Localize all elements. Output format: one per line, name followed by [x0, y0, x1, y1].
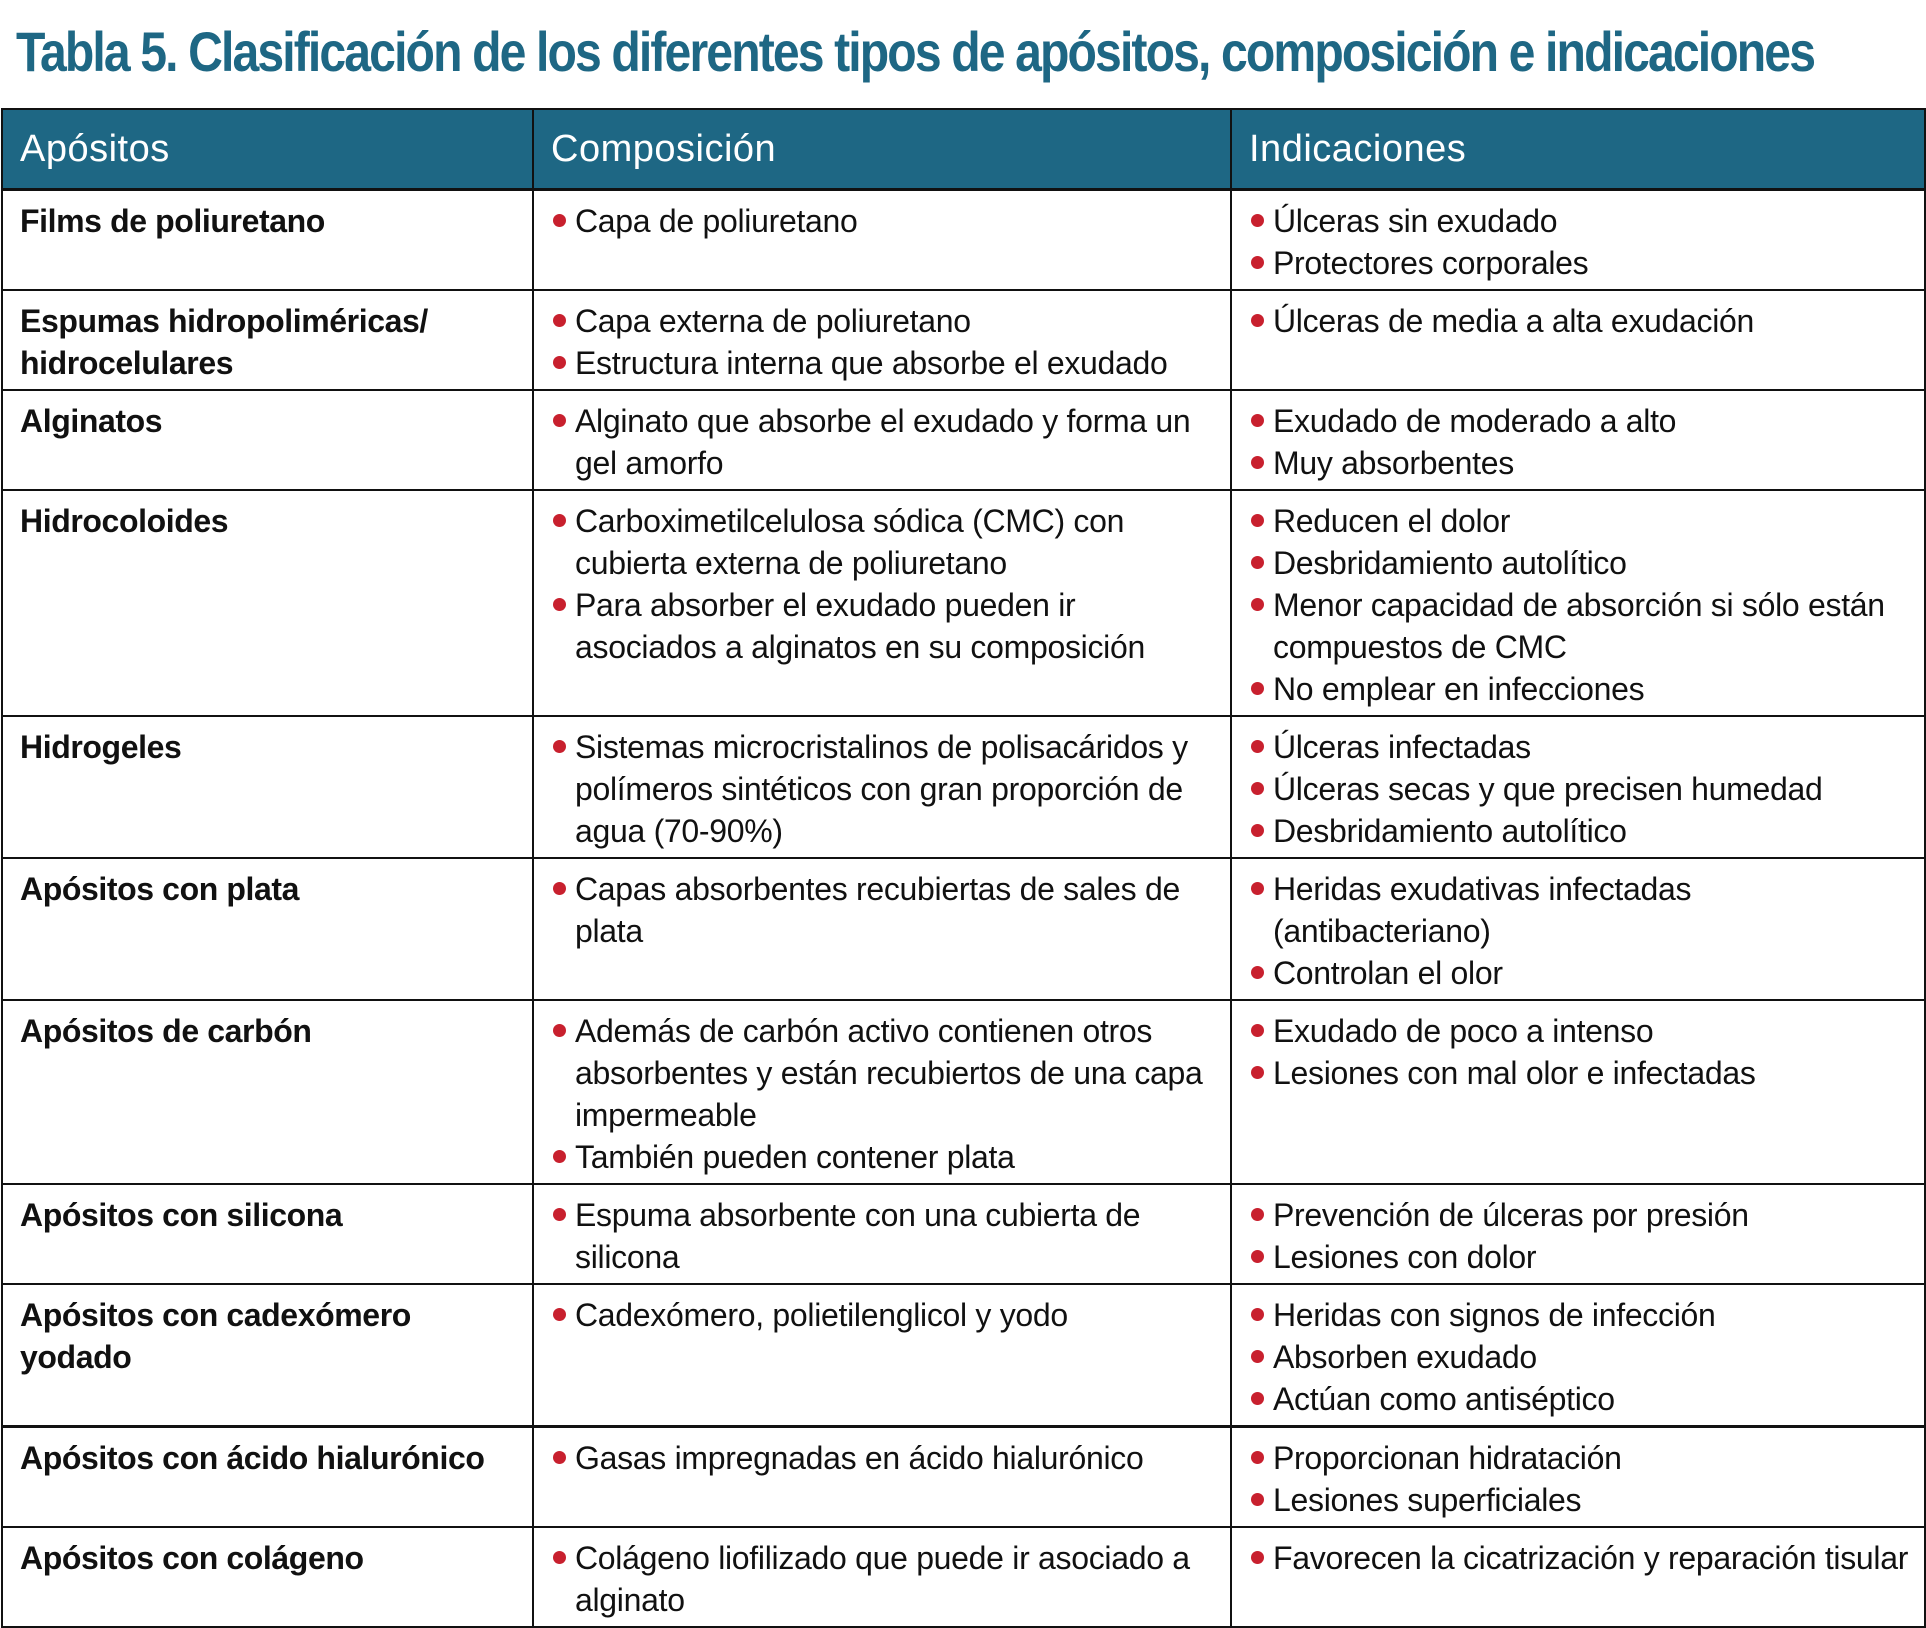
composition-cell — [533, 390, 1231, 490]
table-row — [2, 1000, 1925, 1184]
composition-cell — [533, 1000, 1231, 1184]
dressing-name-cell: Apósitos con plata — [2, 858, 533, 1000]
indications-cell — [1231, 1284, 1925, 1427]
table-row — [2, 490, 1925, 716]
indication-item: Desbridamiento autolítico — [1249, 542, 1914, 584]
table-row — [2, 1427, 1925, 1528]
dressing-name-cell: Apósitos con ácido hialurónico — [2, 1427, 533, 1528]
dressing-name-cell: Hidrocoloides — [2, 490, 533, 716]
table-row — [2, 1184, 1925, 1284]
composition-item: Capas absorbentes recubiertas de sales de plata — [551, 868, 1220, 952]
indication-item: Menor capacidad de absorción si sólo están compuestos de CMC — [1249, 584, 1914, 668]
indication-item: Lesiones con mal olor e infectadas — [1249, 1052, 1914, 1094]
table-row — [2, 290, 1925, 390]
composition-item: Sistemas microcristalinos de polisacáridos y polímeros sintéticos con gran proporción de agua (70-90%) — [551, 726, 1220, 852]
composition-cell — [533, 1184, 1231, 1284]
dressings-table — [1, 108, 1926, 1628]
column-header-indications: Indicaciones — [1231, 109, 1925, 190]
header-row — [2, 109, 1925, 190]
composition-item: Espuma absorbente con una cubierta de silicona — [551, 1194, 1220, 1278]
indication-item: Reducen el dolor — [1249, 500, 1914, 542]
indications-cell — [1231, 190, 1925, 291]
composition-item: Colágeno liofilizado que puede ir asociado a alginato — [551, 1537, 1220, 1621]
indication-item: Lesiones superficiales — [1249, 1479, 1914, 1521]
composition-item: Estructura interna que absorbe el exudado — [551, 342, 1220, 384]
table-row — [2, 390, 1925, 490]
indications-cell — [1231, 716, 1925, 858]
indication-item: Úlceras de media a alta exudación — [1249, 300, 1914, 342]
composition-item: También pueden contener plata — [551, 1136, 1220, 1178]
indication-item: Heridas exudativas infectadas (antibacteriano) — [1249, 868, 1914, 952]
indications-cell — [1231, 290, 1925, 390]
indication-item: Favorecen la cicatrización y reparación tisular — [1249, 1537, 1914, 1579]
composition-cell — [533, 1527, 1231, 1627]
indications-cell — [1231, 1527, 1925, 1627]
composition-item: Carboximetilcelulosa sódica (CMC) con cubierta externa de poliuretano — [551, 500, 1220, 584]
column-header-dressings: Apósitos — [2, 109, 533, 190]
indication-item: Lesiones con dolor — [1249, 1236, 1914, 1278]
composition-item: Alginato que absorbe el exudado y forma un gel amorfo — [551, 400, 1220, 484]
indication-item: Muy absorbentes — [1249, 442, 1914, 484]
indication-item: Úlceras sin exudado — [1249, 200, 1914, 242]
dressing-name-cell: Apósitos con silicona — [2, 1184, 533, 1284]
dressing-name-cell: Films de poliuretano — [2, 190, 533, 291]
indications-cell — [1231, 1000, 1925, 1184]
composition-cell — [533, 290, 1231, 390]
composition-cell — [533, 190, 1231, 291]
indication-item: Proporcionan hidratación — [1249, 1437, 1914, 1479]
table-title: Tabla 5. Clasificación de los diferentes tipos de apósitos, composición e indicaciones — [16, 20, 1815, 83]
indication-item: Protectores corporales — [1249, 242, 1914, 284]
indication-item: Actúan como antiséptico — [1249, 1378, 1914, 1420]
indications-cell — [1231, 390, 1925, 490]
composition-cell — [533, 1427, 1231, 1528]
indications-cell — [1231, 1427, 1925, 1528]
indication-item: Desbridamiento autolítico — [1249, 810, 1914, 852]
composition-item: Además de carbón activo contienen otros absorbentes y están recubiertos de una capa impermeable — [551, 1010, 1220, 1136]
indication-item: No emplear en infecciones — [1249, 668, 1914, 710]
composition-item: Gasas impregnadas en ácido hialurónico — [551, 1437, 1220, 1479]
table-row — [2, 1284, 1925, 1427]
indication-item: Absorben exudado — [1249, 1336, 1914, 1378]
indication-item: Prevención de úlceras por presión — [1249, 1194, 1914, 1236]
indications-cell — [1231, 858, 1925, 1000]
dressing-name-cell: Alginatos — [2, 390, 533, 490]
table-row — [2, 858, 1925, 1000]
dressing-name-cell: Espumas hidropoliméricas/ hidrocelulares — [2, 290, 533, 390]
composition-item: Capa de poliuretano — [551, 200, 1220, 242]
composition-cell — [533, 858, 1231, 1000]
table-body — [2, 190, 1925, 1628]
indication-item: Exudado de poco a intenso — [1249, 1010, 1914, 1052]
indications-cell — [1231, 1184, 1925, 1284]
composition-cell — [533, 490, 1231, 716]
composition-item: Para absorber el exudado pueden ir asociados a alginatos en su composición — [551, 584, 1220, 668]
indication-item: Controlan el olor — [1249, 952, 1914, 994]
table-row — [2, 190, 1925, 291]
dressing-name-cell: Apósitos con colágeno — [2, 1527, 533, 1627]
composition-cell — [533, 716, 1231, 858]
composition-item: Capa externa de poliuretano — [551, 300, 1220, 342]
table-row — [2, 716, 1925, 858]
composition-cell — [533, 1284, 1231, 1427]
dressing-name-cell: Apósitos con cadexómero yodado — [2, 1284, 533, 1427]
dressing-name-cell: Hidrogeles — [2, 716, 533, 858]
indication-item: Úlceras infectadas — [1249, 726, 1914, 768]
indication-item: Heridas con signos de infección — [1249, 1294, 1914, 1336]
column-header-composition: Composición — [533, 109, 1231, 190]
dressing-name-cell: Apósitos de carbón — [2, 1000, 533, 1184]
indication-item: Úlceras secas y que precisen humedad — [1249, 768, 1914, 810]
indications-cell — [1231, 490, 1925, 716]
composition-item: Cadexómero, polietilenglicol y yodo — [551, 1294, 1220, 1336]
indication-item: Exudado de moderado a alto — [1249, 400, 1914, 442]
table-row — [2, 1527, 1925, 1627]
